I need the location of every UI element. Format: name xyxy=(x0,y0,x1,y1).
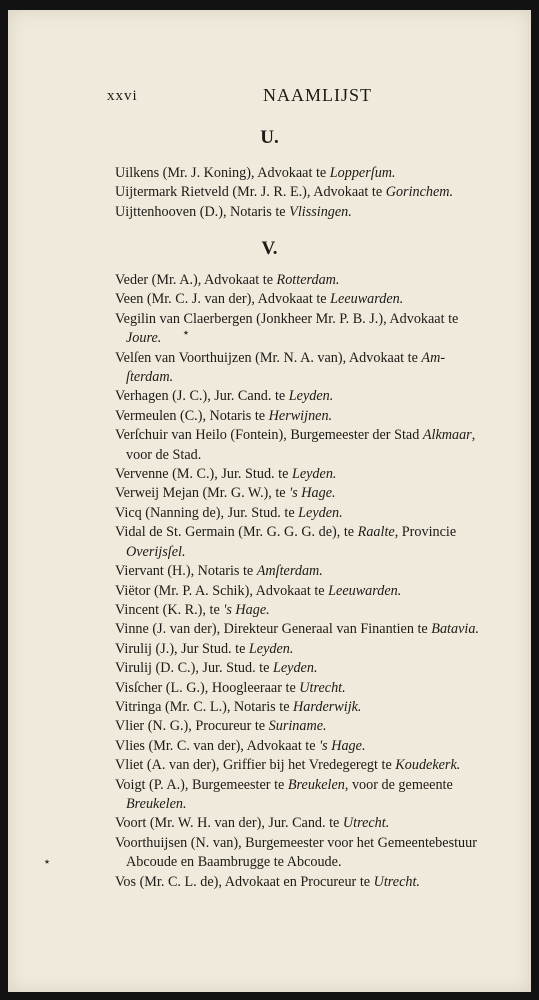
list-entry xyxy=(115,203,519,222)
entry-place: Utrecht. xyxy=(342,815,390,832)
entry-continuation: Overijsſel. xyxy=(126,543,186,560)
list-entry xyxy=(115,873,519,892)
entry-place: Breukelen xyxy=(287,776,345,793)
entry-text-tail: , voor de gemeente xyxy=(344,776,453,793)
entry-place: 's Hage. xyxy=(223,601,270,618)
entry-text: Voorthuijsen (N. van), Burgemeester voor het Gemeentebestuur xyxy=(115,834,477,851)
list-entry xyxy=(115,183,519,202)
entry-place: Utrecht. xyxy=(373,873,420,890)
entry-text: Vermeulen (C.), Notaris te xyxy=(115,407,269,424)
list-entry xyxy=(115,164,519,183)
entry-place: Batavia. xyxy=(431,621,479,638)
entry-text: Veen (Mr. C. J. van der), Advokaat te xyxy=(115,291,331,308)
entry-place: Leeuwarden. xyxy=(330,291,404,308)
entry-text: Vinne (J. van der), Direkteur Generaal van Finantien te xyxy=(115,621,432,638)
entry-place: Herwijnen. xyxy=(268,407,333,424)
list-entry xyxy=(115,756,519,775)
entry-place: Am- xyxy=(421,349,446,366)
entry-place: 's Hage. xyxy=(289,485,336,502)
entry-place: Raalte xyxy=(357,524,395,541)
entry-continuation: Joure. xyxy=(126,330,162,347)
entry-text: Visſcher (L. G.), Hoogleeraar te xyxy=(115,679,300,696)
entry-text: Vincent (K. R.), te xyxy=(115,601,224,618)
entry-place: Utrecht. xyxy=(299,679,346,696)
entry-text: Vidal de St. Germain (Mr. G. G. G. de), te xyxy=(115,524,358,541)
list-entry xyxy=(115,271,519,290)
list-entry xyxy=(115,465,519,484)
entry-text: Virulij (J.), Jur Stud. te xyxy=(115,640,249,657)
entry-place: Amſterdam. xyxy=(256,563,323,580)
entry-place: Leyden. xyxy=(288,388,334,405)
entry-text: Virulij (D. C.), Jur. Stud. te xyxy=(115,660,273,677)
running-title: NAAMLIJST xyxy=(263,85,373,105)
section-letter-v: V. xyxy=(261,238,278,259)
list-entry xyxy=(115,679,519,698)
list-entry xyxy=(115,310,519,349)
entry-text-tail: , Provincie xyxy=(394,524,457,541)
entry-place: Koudekerk. xyxy=(395,757,461,774)
entry-text: Velſen van Voorthuijzen (Mr. N. A. van), Advokaat te xyxy=(115,349,422,366)
entry-text: Vliet (A. van der), Griffier bij het Vredegeregt te xyxy=(115,757,396,774)
entry-text-tail: , xyxy=(471,427,476,444)
entry-place: Leyden. xyxy=(298,504,343,521)
list-entry xyxy=(115,349,519,388)
list-entry xyxy=(115,834,519,873)
entry-text: Uijttenhooven (D.), Notaris te xyxy=(115,203,290,220)
list-entry xyxy=(115,407,519,426)
section-letter-u: U. xyxy=(260,127,279,148)
list-entry xyxy=(115,582,519,601)
list-entry xyxy=(115,737,519,756)
list-entry xyxy=(115,290,519,309)
list-entry xyxy=(115,523,519,562)
entry-place: Suriname. xyxy=(268,718,327,735)
entry-continuation: ſterdam. xyxy=(126,369,174,386)
list-entry xyxy=(115,484,519,503)
entry-place: Leeuwarden. xyxy=(328,582,402,599)
list-entry xyxy=(115,504,519,523)
entry-continuation: voor de Stad. xyxy=(126,446,202,463)
list-entry xyxy=(115,601,519,620)
entry-list-v xyxy=(115,271,519,892)
entry-text: Vicq (Nanning de), Jur. Stud. te xyxy=(115,504,299,521)
entry-place: Leyden. xyxy=(248,640,294,657)
entry-continuation: Breukelen. xyxy=(126,795,187,812)
stray-mark: ٭ xyxy=(183,327,189,339)
entry-text: Verhagen (J. C.), Jur. Cand. te xyxy=(115,388,289,405)
entry-text: Uijtermark Rietveld (Mr. J. R. E.), Advokaat te xyxy=(115,184,386,201)
entry-place: Leyden. xyxy=(291,466,337,483)
entry-text: Vos (Mr. C. L. de), Advokaat en Procureur te xyxy=(115,873,374,890)
entry-text: Vlier (N. G.), Procureur te xyxy=(115,718,269,735)
entry-place: Vlissingen. xyxy=(289,203,352,220)
entry-place: Harderwijk. xyxy=(293,698,362,715)
entry-place: Rotterdam. xyxy=(276,272,340,288)
entry-place: 's Hage. xyxy=(319,737,366,754)
entry-text: Voigt (P. A.), Burgemeester te xyxy=(115,776,288,793)
entry-place: Leyden. xyxy=(272,660,318,677)
entry-place: Gorinchem. xyxy=(385,184,454,201)
list-entry xyxy=(115,640,519,659)
entry-text: Voort (Mr. W. H. van der), Jur. Cand. te xyxy=(115,815,343,832)
entry-text: Viëtor (Mr. P. A. Schik), Advokaat te xyxy=(115,582,329,599)
list-entry xyxy=(115,387,519,406)
list-entry xyxy=(115,562,519,581)
entry-place: Alkmaar xyxy=(422,427,472,444)
entry-text: Verweij Mejan (Mr. G. W.), te xyxy=(115,485,290,502)
book-page xyxy=(8,10,531,992)
entry-text: Viervant (H.), Notaris te xyxy=(115,563,257,580)
entry-place: Lopperſum. xyxy=(329,165,396,181)
page-number: xxvi xyxy=(107,88,138,104)
entry-list-u xyxy=(115,164,519,222)
list-entry xyxy=(115,659,519,678)
list-entry xyxy=(115,620,519,639)
entry-text: Veder (Mr. A.), Advokaat te xyxy=(115,272,277,288)
stray-mark: ٭ xyxy=(44,856,50,868)
list-entry xyxy=(115,814,519,833)
entry-continuation: Abcoude en Baambrugge te Abcoude. xyxy=(126,854,342,871)
entry-text: Verſchuir van Heilo (Fontein), Burgemeester der Stad xyxy=(115,427,423,444)
list-entry xyxy=(115,717,519,736)
entry-text: Vervenne (M. C.), Jur. Stud. te xyxy=(115,466,292,483)
entry-text: Vlies (Mr. C. van der), Advokaat te xyxy=(115,737,320,754)
list-entry xyxy=(115,698,519,717)
entry-text: Vitringa (Mr. C. L.), Notaris te xyxy=(115,698,294,715)
entry-text: Vegilin van Claerbergen (Jonkheer Mr. P. B. J.), Advokaat te xyxy=(115,310,459,327)
entry-text: Uilkens (Mr. J. Koning), Advokaat te xyxy=(115,165,330,181)
list-entry xyxy=(115,776,519,815)
list-entry xyxy=(115,426,519,465)
